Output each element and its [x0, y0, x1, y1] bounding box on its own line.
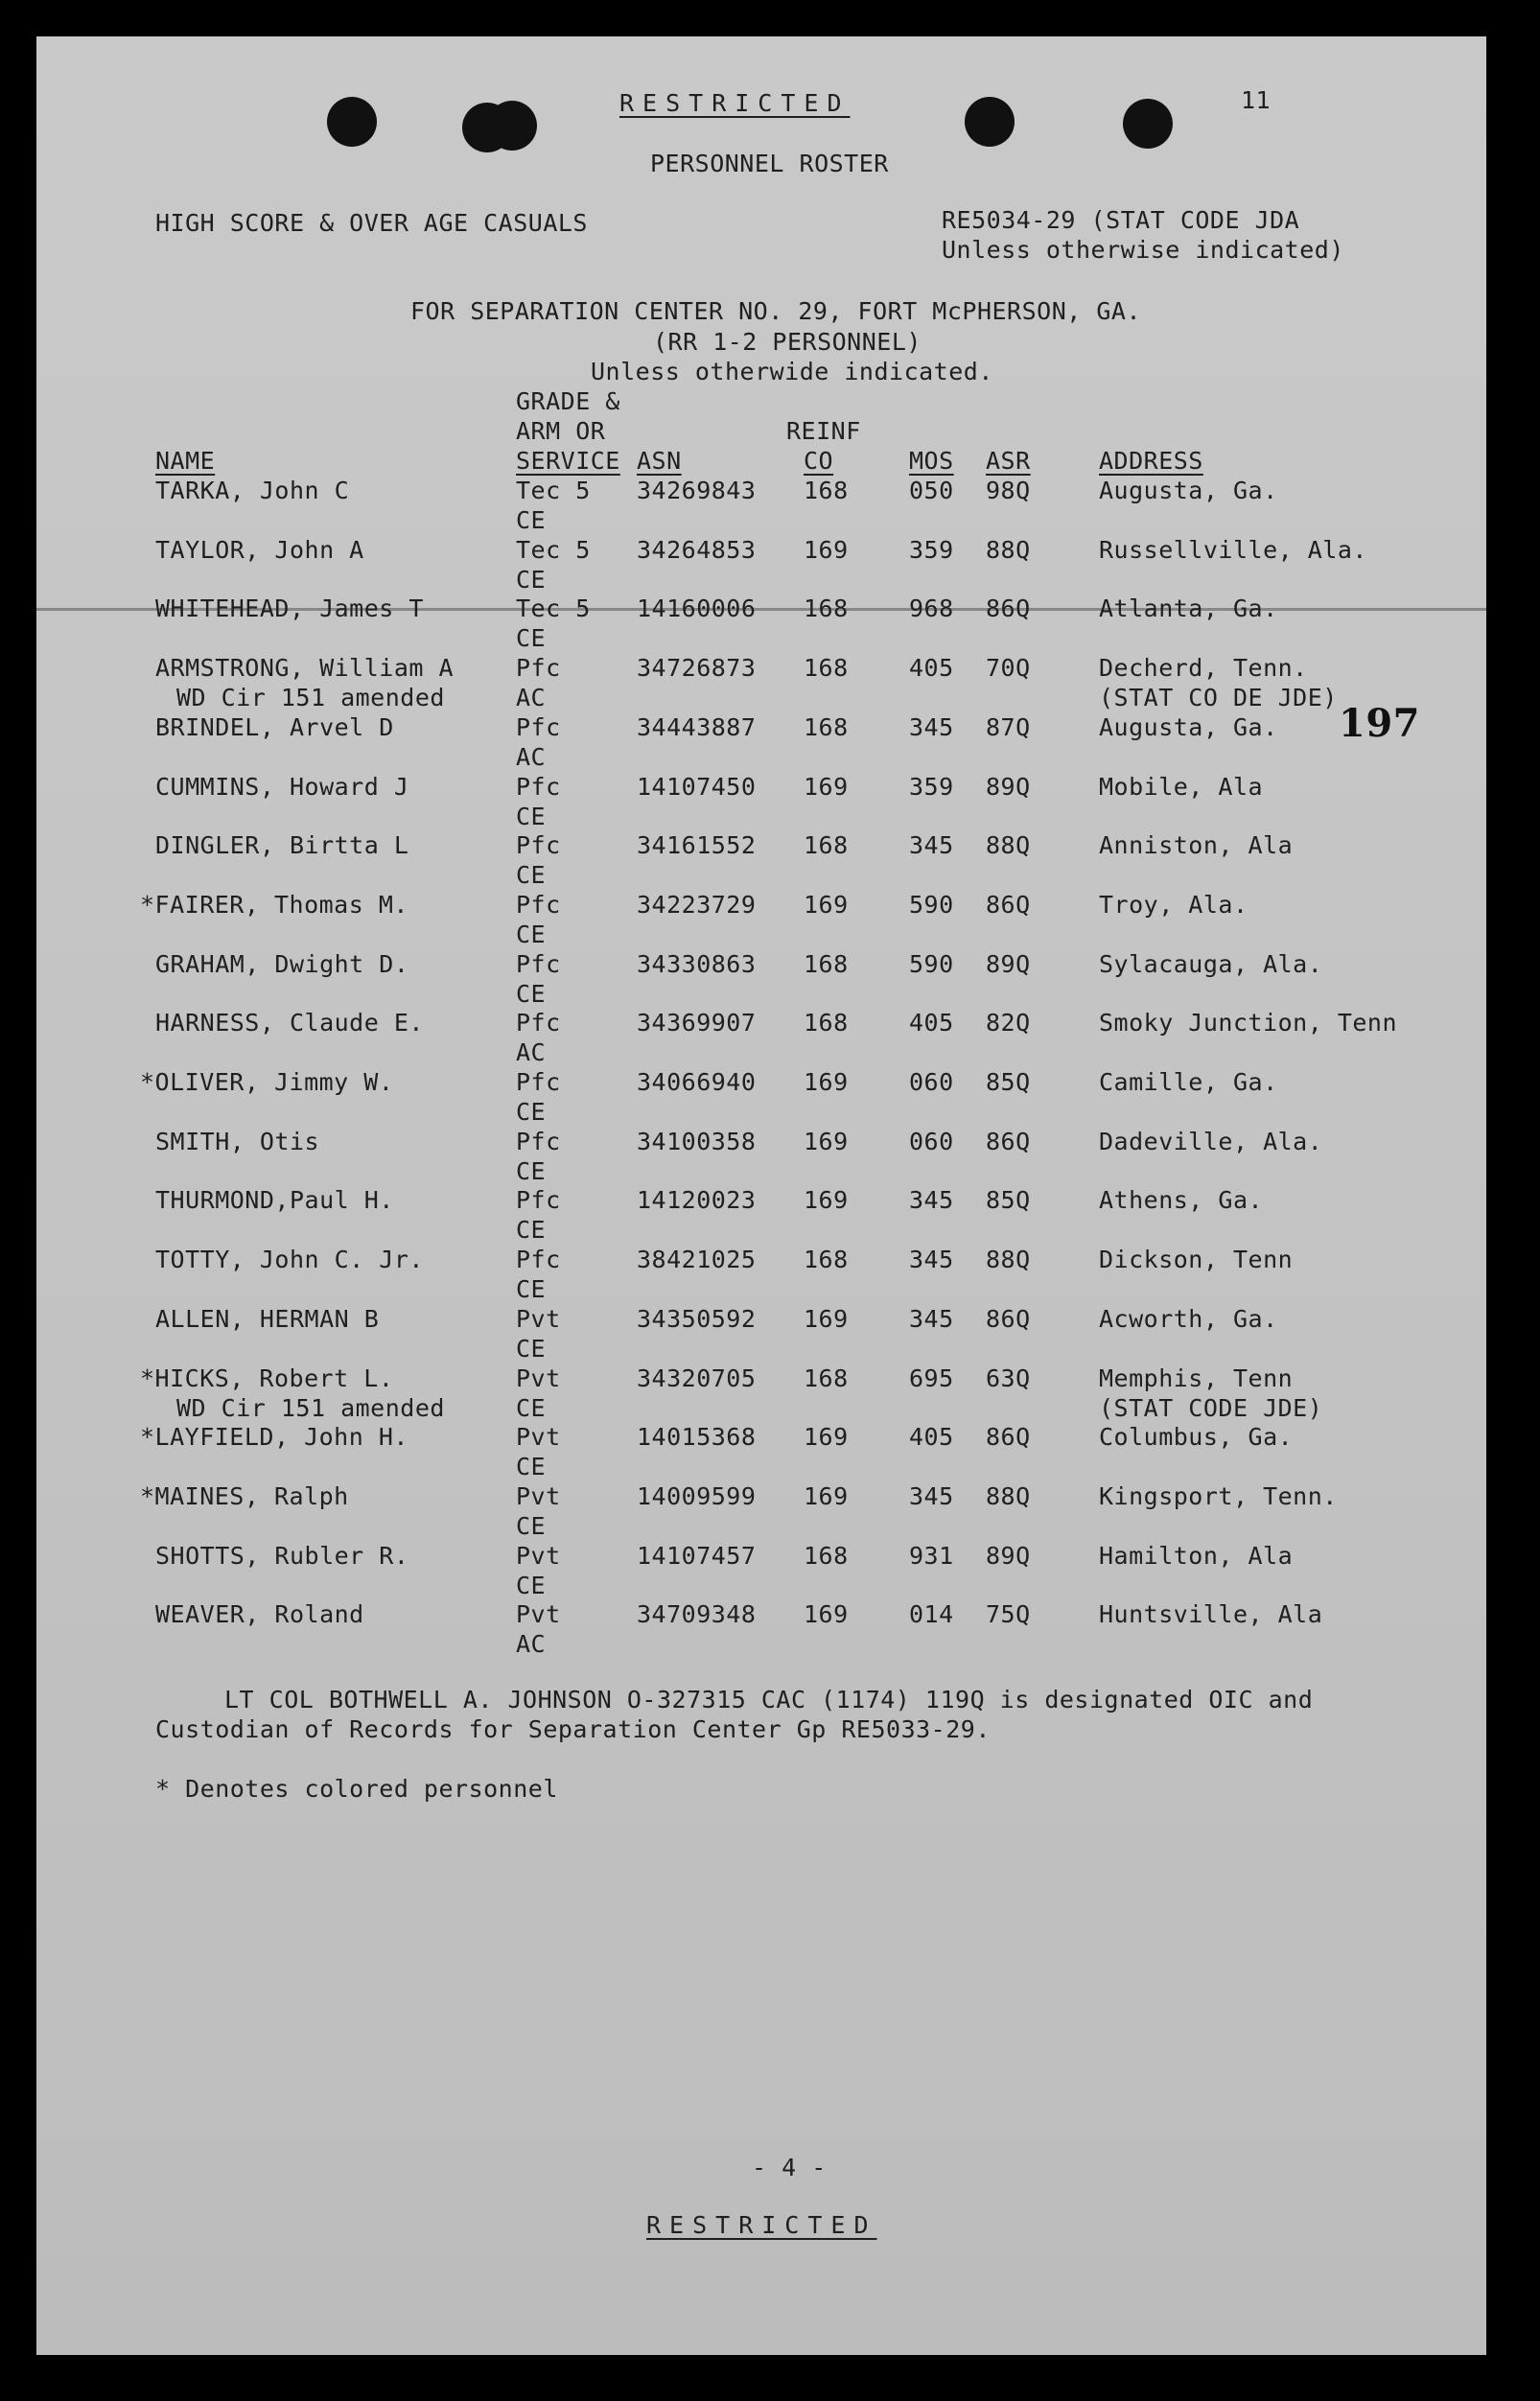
cell-asn: 34066940 — [637, 1068, 757, 1096]
cell-arm: CE — [516, 624, 547, 653]
column-header-name: NAME — [155, 447, 216, 475]
cell-arm: CE — [516, 1453, 547, 1481]
cell-asr: 63Q — [986, 1364, 1031, 1392]
cell-asn: 34269843 — [637, 477, 757, 504]
cell-co: 169 — [804, 890, 849, 919]
footnote: * Denotes colored personnel — [155, 1775, 558, 1803]
cell-address: Acworth, Ga. — [1099, 1304, 1278, 1333]
cell-co: 168 — [804, 949, 849, 978]
cell-grade: Pfc — [516, 949, 561, 978]
cell-mos: 345 — [909, 1481, 954, 1510]
page-number-bottom: - 4 - — [752, 2154, 827, 2181]
right-heading-line2: Unless otherwise indicated) — [942, 236, 1344, 264]
cell-co: 168 — [804, 712, 849, 741]
cell-mos: 060 — [909, 1127, 954, 1155]
center-heading-line2: (RR 1-2 PERSONNEL) — [653, 328, 922, 356]
cell-co: 168 — [804, 477, 849, 504]
cell-asn: 14120023 — [637, 1186, 757, 1215]
cell-mos: 968 — [909, 594, 954, 623]
cell-grade: Pvt — [516, 1481, 561, 1510]
cell-arm: CE — [516, 979, 547, 1008]
cell-address: Camille, Ga. — [1099, 1068, 1278, 1096]
cell-asn: 14009599 — [637, 1481, 757, 1510]
cell-grade: Pfc — [516, 654, 561, 683]
cell-asn: 38421025 — [637, 1246, 757, 1274]
page-number-top: 11 — [1241, 86, 1272, 114]
cell-asn: 34161552 — [637, 831, 757, 860]
cell-asr: 85Q — [986, 1186, 1031, 1215]
cell-asr: 89Q — [986, 772, 1031, 801]
cell-name: SHOTTS, Rubler R. — [155, 1541, 409, 1570]
cell-asr: 98Q — [986, 477, 1031, 504]
cell-asr: 88Q — [986, 1481, 1031, 1510]
footer-paragraph-line2: Custodian of Records for Separation Center Gp RE5033-29. — [155, 1715, 991, 1743]
cell-mos: 345 — [909, 1186, 954, 1215]
cell-arm: AC — [516, 1038, 547, 1067]
cell-asr: 85Q — [986, 1068, 1031, 1096]
cell-name: *MAINES, Ralph — [140, 1481, 349, 1510]
cell-asn: 14107457 — [637, 1541, 757, 1570]
cell-asr: 88Q — [986, 535, 1031, 564]
cell-asr: 88Q — [986, 1246, 1031, 1274]
cell-co: 168 — [804, 1364, 849, 1392]
cell-asr: 86Q — [986, 890, 1031, 919]
cell-arm: CE — [516, 1275, 547, 1304]
cell-mos: 590 — [909, 949, 954, 978]
cell-address: Russellville, Ala. — [1099, 535, 1367, 564]
column-header-asn: ASN — [637, 447, 682, 475]
cell-mos: 060 — [909, 1068, 954, 1096]
cell-asn: 34223729 — [637, 890, 757, 919]
cell-co: 168 — [804, 654, 849, 683]
cell-name: *FAIRER, Thomas M. — [140, 890, 408, 919]
cell-name: DINGLER, Birtta L — [155, 831, 409, 860]
cell-arm: CE — [516, 1393, 547, 1422]
punch-hole-icon — [1123, 99, 1173, 149]
cell-name: *OLIVER, Jimmy W. — [140, 1068, 394, 1096]
column-header-grade-1: GRADE & — [516, 387, 620, 415]
cell-name: WHITEHEAD, James T — [155, 594, 424, 623]
cell-mos: 345 — [909, 1246, 954, 1274]
cell-address: Smoky Junction, Tenn — [1099, 1009, 1398, 1037]
cell-address: Augusta, Ga. — [1099, 477, 1278, 504]
cell-grade: Pvt — [516, 1541, 561, 1570]
column-header-mos: MOS — [909, 447, 954, 475]
cell-name: TAYLOR, John A — [155, 535, 364, 564]
cell-grade: Pfc — [516, 1127, 561, 1155]
cell-address: Decherd, Tenn. — [1099, 654, 1308, 683]
punch-hole-icon — [487, 101, 537, 151]
cell-asn: 34443887 — [637, 712, 757, 741]
cell-asr: 86Q — [986, 1304, 1031, 1333]
roster-title: PERSONNEL ROSTER — [650, 150, 889, 177]
cell-co: 169 — [804, 1127, 849, 1155]
cell-grade: Pfc — [516, 1186, 561, 1215]
cell-grade: Pfc — [516, 772, 561, 801]
cell-asr: 87Q — [986, 712, 1031, 741]
cell-name: GRAHAM, Dwight D. — [155, 949, 409, 978]
cell-asn: 34726873 — [637, 654, 757, 683]
center-heading-line3: Unless otherwide indicated. — [591, 358, 993, 385]
cell-name: WEAVER, Roland — [155, 1600, 364, 1629]
cell-grade: Pfc — [516, 890, 561, 919]
cell-arm: CE — [516, 1216, 547, 1245]
cell-asr: 75Q — [986, 1600, 1031, 1629]
cell-co: 168 — [804, 594, 849, 623]
cell-address: Columbus, Ga. — [1099, 1423, 1294, 1452]
cell-co: 169 — [804, 1481, 849, 1510]
punch-hole-icon — [965, 97, 1015, 147]
cell-grade: Pvt — [516, 1364, 561, 1392]
cell-arm: CE — [516, 920, 547, 948]
cell-mos: 014 — [909, 1600, 954, 1629]
cell-name-note: WD Cir 151 amended — [176, 1393, 445, 1422]
column-header-asr: ASR — [986, 447, 1031, 475]
cell-arm: CE — [516, 1571, 547, 1599]
document-page — [36, 36, 1486, 2355]
cell-mos: 345 — [909, 1304, 954, 1333]
cell-mos: 359 — [909, 772, 954, 801]
cell-grade: Pvt — [516, 1600, 561, 1629]
cell-arm: CE — [516, 861, 547, 890]
cell-asn: 14015368 — [637, 1423, 757, 1452]
cell-asr: 86Q — [986, 1127, 1031, 1155]
cell-asn: 34264853 — [637, 535, 757, 564]
cell-arm: AC — [516, 742, 547, 771]
cell-name: *LAYFIELD, John H. — [140, 1423, 408, 1452]
cell-grade: Pvt — [516, 1304, 561, 1333]
cell-arm: CE — [516, 1511, 547, 1540]
cell-name: CUMMINS, Howard J — [155, 772, 409, 801]
cell-grade: Pvt — [516, 1423, 561, 1452]
cell-co: 168 — [804, 1541, 849, 1570]
cell-name: THURMOND,Paul H. — [155, 1186, 394, 1215]
cell-asn: 34369907 — [637, 1009, 757, 1037]
cell-mos: 931 — [909, 1541, 954, 1570]
cell-address: Dickson, Tenn — [1099, 1246, 1294, 1274]
cell-co: 168 — [804, 1246, 849, 1274]
cell-asn: 34320705 — [637, 1364, 757, 1392]
cell-asn: 34350592 — [637, 1304, 757, 1333]
cell-grade: Pfc — [516, 1009, 561, 1037]
stamp-number: 197 — [1339, 701, 1420, 746]
cell-asn: 14107450 — [637, 772, 757, 801]
cell-asr: 70Q — [986, 654, 1031, 683]
column-header-reinf-1: REINF — [786, 417, 861, 445]
cell-name: BRINDEL, Arvel D — [155, 712, 394, 741]
cell-name: HARNESS, Claude E. — [155, 1009, 424, 1037]
cell-mos: 405 — [909, 1423, 954, 1452]
cell-name: ARMSTRONG, William A — [155, 654, 455, 683]
cell-asn: 34100358 — [637, 1127, 757, 1155]
cell-mos: 695 — [909, 1364, 954, 1392]
cell-mos: 405 — [909, 1009, 954, 1037]
cell-arm: AC — [516, 1630, 547, 1659]
cell-mos: 405 — [909, 654, 954, 683]
cell-address: Hamilton, Ala — [1099, 1541, 1294, 1570]
center-heading-line1: FOR SEPARATION CENTER NO. 29, FORT McPHERSON, GA. — [410, 297, 1142, 325]
cell-grade: Tec 5 — [516, 477, 591, 504]
cell-name: TOTTY, John C. Jr. — [155, 1246, 424, 1274]
cell-address: Dadeville, Ala. — [1099, 1127, 1323, 1155]
footer-restricted: RESTRICTED — [646, 2211, 877, 2239]
cell-address: Augusta, Ga. — [1099, 712, 1278, 741]
right-heading-line1: RE5034-29 (STAT CODE JDA — [942, 206, 1300, 234]
cell-co: 169 — [804, 1304, 849, 1333]
cell-co: 169 — [804, 1600, 849, 1629]
cell-asr: 86Q — [986, 1423, 1031, 1452]
cell-address-note: (STAT CODE JDE) — [1099, 1393, 1323, 1422]
cell-co: 168 — [804, 1009, 849, 1037]
cell-arm: CE — [516, 506, 547, 534]
cell-co: 169 — [804, 1068, 849, 1096]
cell-asn: 14160006 — [637, 594, 757, 623]
cell-address-note: (STAT CO DE JDE) — [1099, 684, 1338, 712]
cell-name: ALLEN, HERMAN B — [155, 1304, 380, 1333]
cell-co: 169 — [804, 772, 849, 801]
cell-co: 168 — [804, 831, 849, 860]
column-header-grade-2: ARM OR — [516, 417, 606, 445]
footer-paragraph-line1: LT COL BOTHWELL A. JOHNSON O-327315 CAC (1174) 119Q is designated OIC and — [224, 1686, 1314, 1713]
cell-asn: 34330863 — [637, 949, 757, 978]
header-restricted: RESTRICTED — [619, 89, 851, 117]
cell-arm: CE — [516, 802, 547, 830]
cell-mos: 590 — [909, 890, 954, 919]
cell-name: TARKA, John C — [155, 477, 350, 504]
cell-arm: CE — [516, 565, 547, 594]
cell-address: Sylacauga, Ala. — [1099, 949, 1323, 978]
cell-mos: 345 — [909, 712, 954, 741]
column-header-reinf-co: CO — [804, 447, 834, 475]
cell-address: Kingsport, Tenn. — [1099, 1481, 1338, 1510]
cell-address: Troy, Ala. — [1099, 890, 1248, 919]
cell-name: SMITH, Otis — [155, 1127, 320, 1155]
cell-name: *HICKS, Robert L. — [140, 1364, 394, 1392]
cell-name-note: WD Cir 151 amended — [176, 684, 445, 712]
cell-mos: 345 — [909, 831, 954, 860]
cell-asr: 89Q — [986, 949, 1031, 978]
left-heading: HIGH SCORE & OVER AGE CASUALS — [155, 209, 588, 237]
cell-address: Memphis, Tenn — [1099, 1364, 1294, 1392]
cell-grade: Pfc — [516, 1246, 561, 1274]
cell-asr: 86Q — [986, 594, 1031, 623]
cell-address: Mobile, Ala — [1099, 772, 1264, 801]
cell-asr: 82Q — [986, 1009, 1031, 1037]
cell-arm: CE — [516, 1098, 547, 1126]
cell-arm: AC — [516, 684, 547, 712]
cell-address: Huntsville, Ala — [1099, 1600, 1323, 1629]
cell-asr: 88Q — [986, 831, 1031, 860]
column-header-grade-3: SERVICE — [516, 447, 620, 475]
cell-grade: Tec 5 — [516, 594, 591, 623]
cell-co: 169 — [804, 1423, 849, 1452]
cell-mos: 050 — [909, 477, 954, 504]
cell-arm: CE — [516, 1334, 547, 1363]
cell-grade: Pfc — [516, 1068, 561, 1096]
column-header-address: ADDRESS — [1099, 447, 1203, 475]
cell-asr: 89Q — [986, 1541, 1031, 1570]
cell-address: Athens, Ga. — [1099, 1186, 1264, 1215]
cell-co: 169 — [804, 1186, 849, 1215]
cell-address: Anniston, Ala — [1099, 831, 1294, 860]
cell-grade: Pfc — [516, 712, 561, 741]
cell-grade: Pfc — [516, 831, 561, 860]
cell-address: Atlanta, Ga. — [1099, 594, 1278, 623]
punch-hole-icon — [327, 97, 377, 147]
cell-arm: CE — [516, 1156, 547, 1185]
cell-asn: 34709348 — [637, 1600, 757, 1629]
cell-co: 169 — [804, 535, 849, 564]
cell-mos: 359 — [909, 535, 954, 564]
cell-grade: Tec 5 — [516, 535, 591, 564]
